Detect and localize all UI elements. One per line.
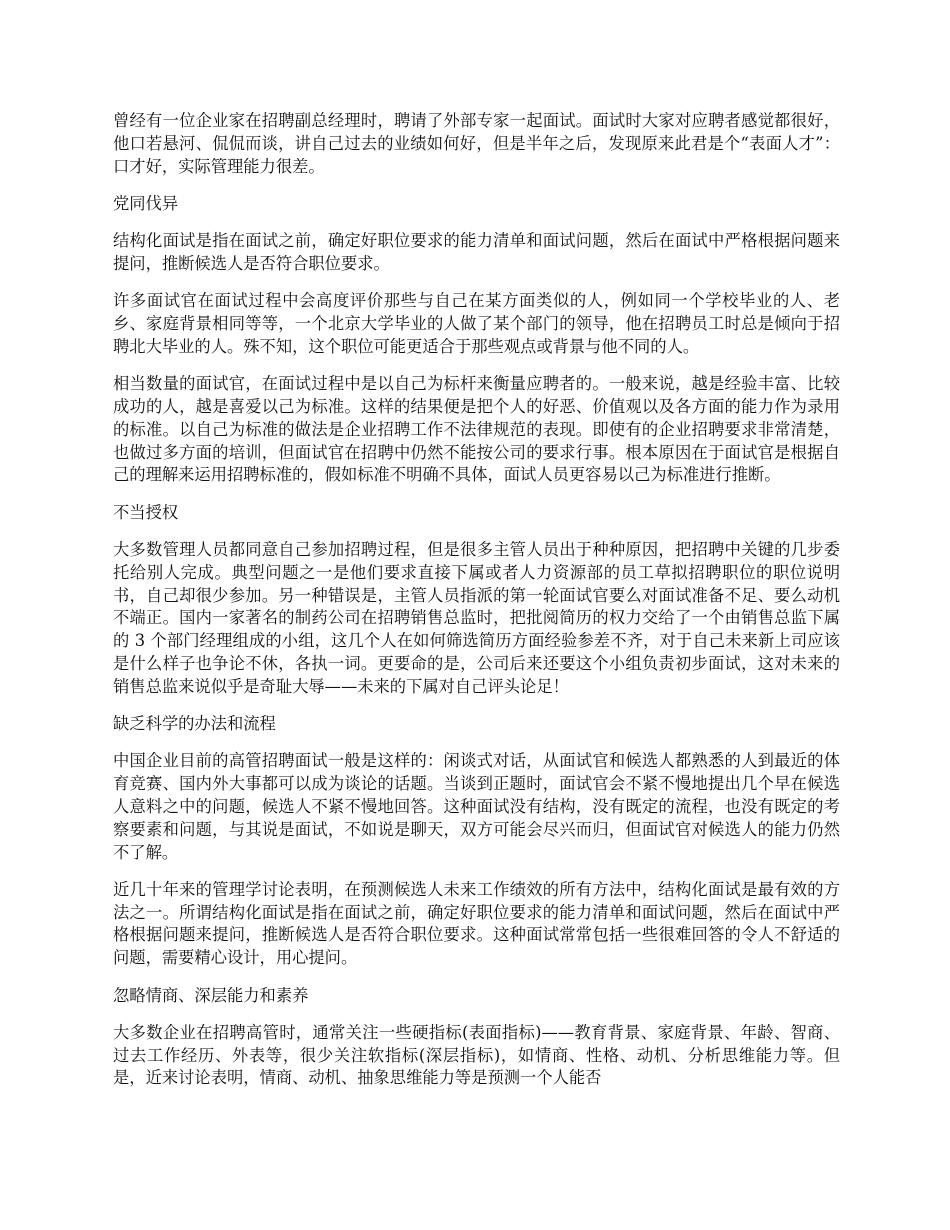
paragraph: 许多面试官在面试过程中会高度评价那些与自己在某方面类似的人，例如同一个学校毕业的人、老乡、家庭背景相同等等，一个北京大学毕业的人做了某个部门的领导，他在招聘员工时总是倾向于招聘北大毕业的人。殊不知，这个职位可能更适合于那些观点或背景与他不同的人。 [113,291,840,356]
section-heading-improper-delegation: 不当授权 [113,502,179,522]
paragraph: 大多数管理人员都同意自己参加招聘过程，但是很多主管人员出于种种原因，把招聘中关键的几步委托给别人完成。典型问题之一是他们要求直接下属或者人力资源部的员工草拟招聘职位的职位说明书，自己却很少参加。另一种错误是，主管人员指派的第一轮面试官要么对面试准备不足、要么动机不端正。国内一家著名的制药公司在招聘销售总监时，把批阅简历的权力交给了一个由销售总监下属的 3 个部门经理组成的小组，这几个人在如何筛选简历方面经验参差不齐，对于自己未来新上司应该是什么样子也争论不休，各执一词。更要命的是，公司后来还要这个小组负责初步面试，这对未来的销售总监来说似乎是奇耻大辱——未来的下属对自己评头论足！ [113,539,840,696]
section-heading-favoritism: 党同伐异 [113,193,179,213]
paragraph: 大多数企业在招聘高管时，通常关注一些硬指标(表面指标)——教育背景、家庭背景、年龄、智商、过去工作经历、外表等，很少关注软指标(深层指标)，如情商、性格、动机、分析思维能力等。但是，近来讨论表明，情商、动机、抽象思维能力等是预测一个人能否 [113,1022,840,1088]
section-heading-ignoring-eq: 忽略情商、深层能力和素养 [113,985,309,1005]
paragraph: 相当数量的面试官，在面试过程中是以自己为标杆来衡量应聘者的。一般来说，越是经验丰富、比较成功的人，越是喜爱以己为标准。这样的结果便是把个人的好恶、价值观以及各方面的能力作为录用的标准。以自己为标准的做法是企业招聘工作不法律规范的表现。即使有的企业招聘要求非常清楚，也做过多方面的培训，但面试官在招聘中仍然不能按公司的要求行事。根本原因在于面试官是根据自己的理解来运用招聘标准的，假如标准不明确不具体，面试人员更容易以己为标准进行推断。 [113,374,840,485]
intro-paragraph: 曾经有一位企业家在招聘副总经理时，聘请了外部专家一起面试。面试时大家对应聘者感觉都很好，他口若悬河、侃侃而谈，讲自己过去的业绩如何好，但是半年之后，发现原来此君是个“表面人才”：口才好，实际管理能力很差。 [113,111,840,176]
paragraph: 中国企业目前的高管招聘面试一般是这样的：闲谈式对话，从面试官和候选人都熟悉的人到最近的体育竞赛、国内外大事都可以成为谈论的话题。当谈到正题时，面试官会不紧不慢地提出几个早在候选人意料之中的问题，候选人不紧不慢地回答。这种面试没有结构，没有既定的流程，也没有既定的考察要素和问题，与其说是面试，不如说是聊天，双方可能会尽兴而归，但面试官对候选人的能力仍然不了解。 [113,751,840,862]
section-heading-lack-of-method: 缺乏科学的办法和流程 [113,714,276,734]
paragraph: 结构化面试是指在面试之前，确定好职位要求的能力清单和面试问题，然后在面试中严格根据问题来提问，推断候选人是否符合职位要求。 [113,231,840,273]
paragraph: 近几十年来的管理学讨论表明，在预测候选人未来工作绩效的所有方法中，结构化面试是最有效的方法之一。所谓结构化面试是指在面试之前，确定好职位要求的能力清单和面试问题，然后在面试中严格根据问题来提问，推断候选人是否符合职位要求。这种面试常常包括一些很难回答的令人不舒适的问题，需要精心设计，用心提问。 [113,879,840,968]
document-body [113,110,840,1105]
